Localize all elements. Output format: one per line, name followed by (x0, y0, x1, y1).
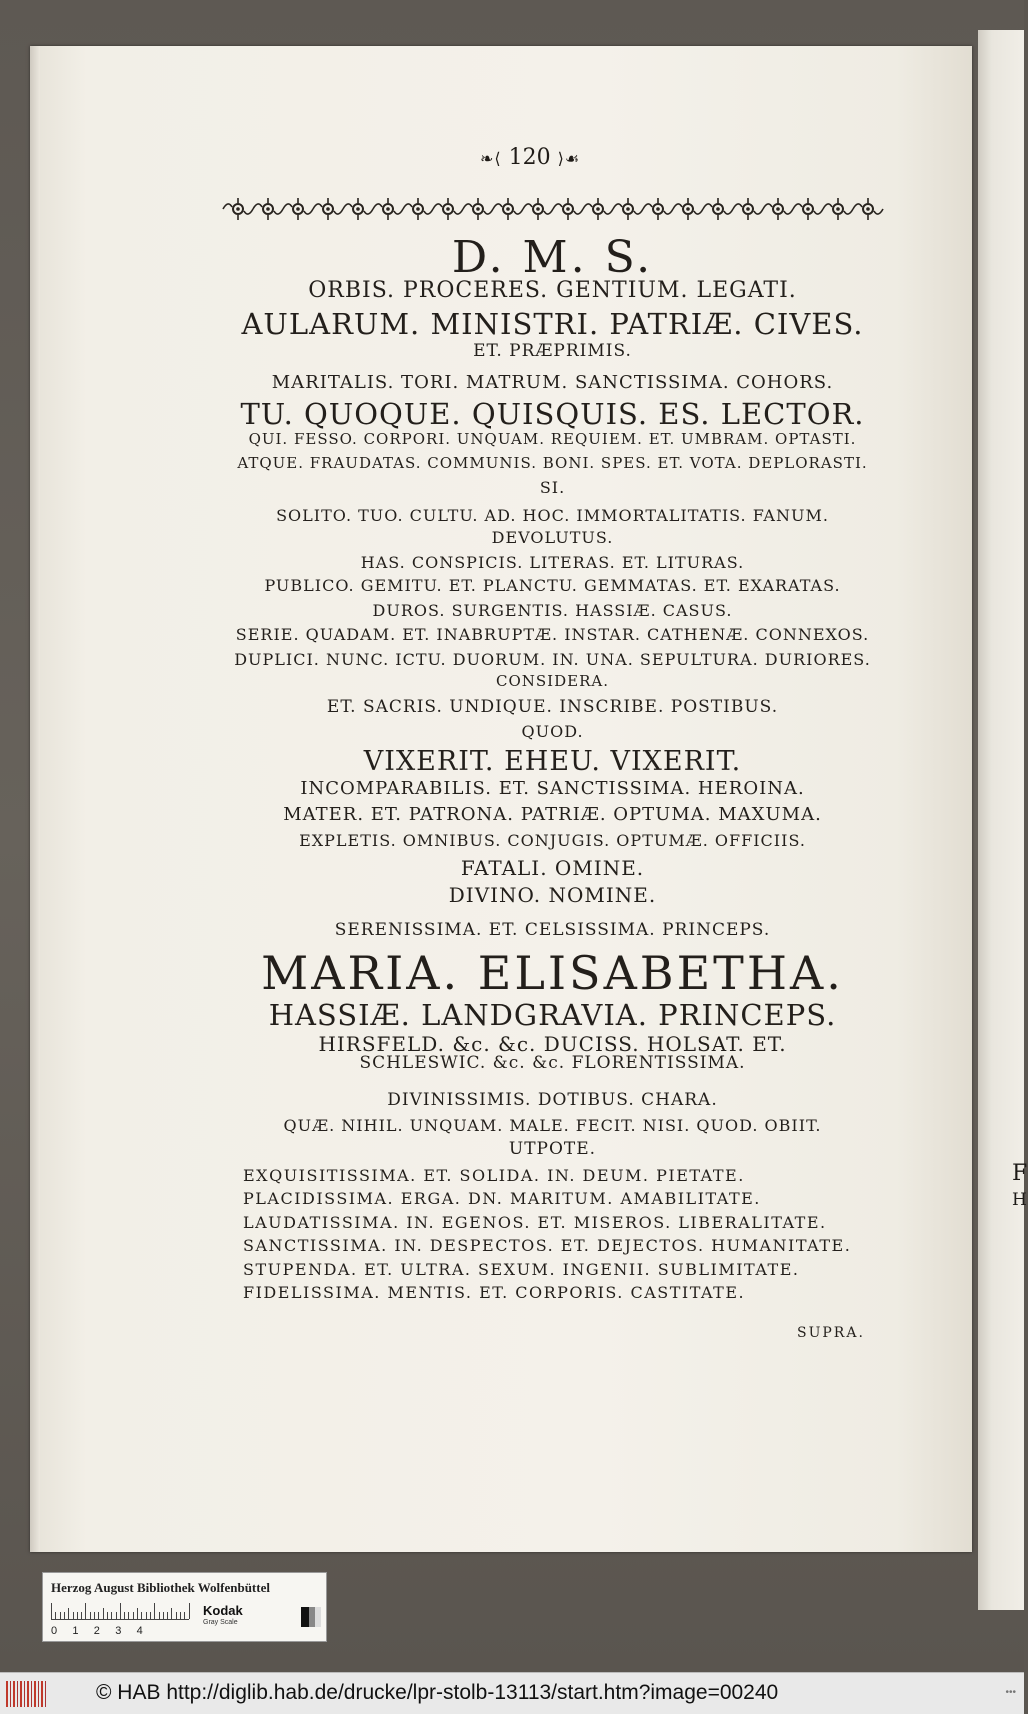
ornament-motif (403, 198, 433, 220)
ornament-motif (553, 198, 583, 220)
inscription-line: D. M. S. (451, 232, 654, 283)
inscription-line: SOLITO. TUO. CULTU. AD. HOC. IMMORTALITATIS. FANUM. (276, 506, 829, 525)
ruler-tick (146, 1612, 147, 1619)
inscription-line: DUROS. SURGENTIS. HASSIÆ. CASUS. (372, 601, 733, 620)
next-page-edge (978, 30, 1028, 1610)
inscription-line: ORBIS. PROCERES. GENTIUM. LEGATI. (308, 278, 797, 303)
inscription-line: UTPOTE. (508, 1139, 597, 1159)
ornament-motif (223, 198, 253, 220)
ruler-tick (150, 1612, 151, 1619)
virtue-line: SANCTISSIMA. IN. DESPECTOS. ET. DEJECTOS. HUMANITATE. (243, 1236, 852, 1256)
inscription-line: MARIA. ELISABETHA. (261, 946, 844, 1000)
ruler-tick (81, 1612, 82, 1619)
virtue-line: FIDELISSIMA. MENTIS. ET. CORPORIS. CASTITATE. (243, 1283, 746, 1302)
inscription-line: ET. PRÆPRIMIS. (473, 341, 632, 361)
ruler-tick (73, 1612, 74, 1619)
ruler-tick (184, 1612, 185, 1619)
ornament-motif (343, 198, 373, 220)
inscription-line: TU. QUOQUE. QUISQUIS. ES. LECTOR. (240, 397, 865, 431)
ruler-tick (133, 1612, 134, 1619)
ruler-tick (77, 1612, 78, 1619)
page-number (480, 145, 580, 170)
inscription-line: ATQUE. FRAUDATAS. COMMUNIS. BONI. SPES. ET. VOTA. DEPLORASTI. (237, 454, 868, 472)
next-page-glimpse-1: F (1012, 1161, 1028, 1186)
ruler-tick (141, 1612, 142, 1619)
barcode-icon (6, 1681, 46, 1707)
inscription-line: DUPLICI. NUNC. ICTU. DUORUM. IN. UNA. SEPULTURA. DURIORES. (234, 650, 871, 669)
ornament-motif (823, 198, 853, 220)
ruler-tick (103, 1608, 104, 1619)
inscription-line: SERIE. QUADAM. ET. INABRUPTÆ. INSTAR. CATHENÆ. CONNEXOS. (235, 625, 870, 644)
inscription-line: INCOMPARABILIS. ET. SANCTISSIMA. HEROINA. (300, 778, 805, 799)
ornament-motif (853, 198, 883, 220)
ornament-motif (433, 198, 463, 220)
ruler-tick (167, 1612, 168, 1619)
ornament-motif (643, 198, 673, 220)
ruler-tick (51, 1603, 52, 1619)
ornament-motif (283, 198, 313, 220)
gray-scale-label: Gray Scale (203, 1619, 238, 1626)
ruler-tick (163, 1612, 164, 1619)
ruler-tick (128, 1612, 129, 1619)
ruler-tick (124, 1612, 125, 1619)
ornamental-border (223, 194, 885, 224)
measurement-ruler (51, 1601, 189, 1620)
inscription-line: FATALI. OMINE. (460, 856, 645, 880)
inscription-line: HIRSFELD. &c. &c. DUCISS. HOLSAT. ET. (318, 1032, 787, 1056)
ruler-tick (60, 1612, 61, 1619)
inscription-line: DEVOLUTUS. (491, 528, 614, 547)
ruler-tick (64, 1612, 65, 1619)
inscription-line: SI. (539, 478, 566, 497)
ruler-tick (154, 1603, 155, 1619)
ruler-tick (116, 1612, 117, 1619)
ornament-motif (463, 198, 493, 220)
ornament-motif (763, 198, 793, 220)
ruler-tick (159, 1612, 160, 1619)
ruler-tick (107, 1612, 108, 1619)
virtue-line: LAUDATISSIMA. IN. EGENOS. ET. MISEROS. LIBERALITATE. (243, 1212, 827, 1232)
ornament-motif (493, 198, 523, 220)
ornament-motif (613, 198, 643, 220)
ornament-motif (583, 198, 613, 220)
source-url-link[interactable]: © HAB http://diglib.hab.de/drucke/lpr-stolb-13113/start.htm?image=00240 (96, 1681, 779, 1704)
gray-scale-chip (301, 1607, 321, 1627)
page-gutter (30, 46, 40, 1552)
inscription-line: CONSIDERA. (496, 672, 609, 690)
catchword: SUPRA. (797, 1325, 865, 1341)
ruler-tick (90, 1612, 91, 1619)
inscription-line: DIVINISSIMIS. DOTIBUS. CHARA. (387, 1090, 718, 1110)
library-name: Herzog August Bibliothek Wolfenbüttel (51, 1580, 270, 1595)
ornament-motif (253, 198, 283, 220)
inscription-line: QUOD. (521, 722, 584, 741)
ornament-motif (523, 198, 553, 220)
ruler-tick (111, 1612, 112, 1619)
inscription-line: MARITALIS. TORI. MATRUM. SANCTISSIMA. COHORS. (271, 372, 834, 393)
ruler-tick (120, 1603, 121, 1619)
inscription-line: SERENISSIMA. ET. CELSISSIMA. PRINCEPS. (334, 920, 771, 940)
ornament-motif (673, 198, 703, 220)
inscription-line: MATER. ET. PATRONA. PATRIÆ. OPTUMA. MAXUMA. (283, 804, 822, 825)
footer-dots: ••• (1005, 1687, 1016, 1698)
ruler-tick (85, 1603, 86, 1619)
ruler-tick (171, 1608, 172, 1619)
ornament-motif (733, 198, 763, 220)
ruler-tick (176, 1612, 177, 1619)
virtue-line: PLACIDISSIMA. ERGA. DN. MARITUM. AMABILITATE. (243, 1189, 761, 1209)
ruler-numbers: 0 1 2 3 4 (51, 1625, 143, 1637)
ornament-motif (703, 198, 733, 220)
inscription-line: VIXERIT. EHEU. VIXERIT. (363, 746, 742, 777)
kodak-logo: Kodak (203, 1603, 243, 1618)
inscription-line: QUI. FESSO. CORPORI. UNQUAM. REQUIEM. ET. UMBRAM. OPTASTI. (248, 430, 857, 448)
ornament-motif (793, 198, 823, 220)
inscription-line: ET. SACRIS. UNDIQUE. INSCRIBE. POSTIBUS. (326, 697, 779, 717)
inscription-line: PUBLICO. GEMITU. ET. PLANCTU. GEMMATAS. ET. EXARATAS. (264, 576, 841, 595)
viewer-footer (0, 1672, 1024, 1714)
inscription-line: SCHLESWIC. &c. &c. FLORENTISSIMA. (359, 1053, 746, 1073)
inscription-line: EXPLETIS. OMNIBUS. CONJUGIS. OPTUMÆ. OFFICIIS. (299, 831, 806, 850)
inscription-line: HAS. CONSPICIS. LITERAS. ET. LITURAS. (360, 553, 745, 572)
ruler-tick (94, 1612, 95, 1619)
ornament-motif (313, 198, 343, 220)
inscription-line: DIVINO. NOMINE. (448, 883, 657, 907)
ruler-tick (180, 1612, 181, 1619)
ruler-tick (68, 1608, 69, 1619)
page-number-text: 120 (508, 145, 551, 170)
inscription-line: QUÆ. NIHIL. UNQUAM. MALE. FECIT. NISI. QUOD. OBIIT. (283, 1116, 822, 1135)
inscription-line: HASSIÆ. LANDGRAVIA. PRINCEPS. (268, 998, 837, 1032)
header-ornament-left: ❧⟨ (480, 149, 502, 168)
ruler-tick (98, 1612, 99, 1619)
header-ornament-right: ⟩☙ (557, 149, 581, 168)
library-label-card (42, 1572, 327, 1642)
virtue-line: EXQUISITISSIMA. ET. SOLIDA. IN. DEUM. PIETATE. (243, 1166, 745, 1185)
next-page-glimpse-2: H (1012, 1190, 1028, 1210)
ruler-tick (137, 1608, 138, 1619)
ornament-motif (373, 198, 403, 220)
ruler-tick (189, 1603, 190, 1619)
ruler-tick (55, 1612, 56, 1619)
inscription-line: AULARUM. MINISTRI. PATRIÆ. CIVES. (241, 307, 864, 341)
virtue-line: STUPENDA. ET. ULTRA. SEXUM. INGENII. SUBLIMITATE. (243, 1259, 800, 1279)
